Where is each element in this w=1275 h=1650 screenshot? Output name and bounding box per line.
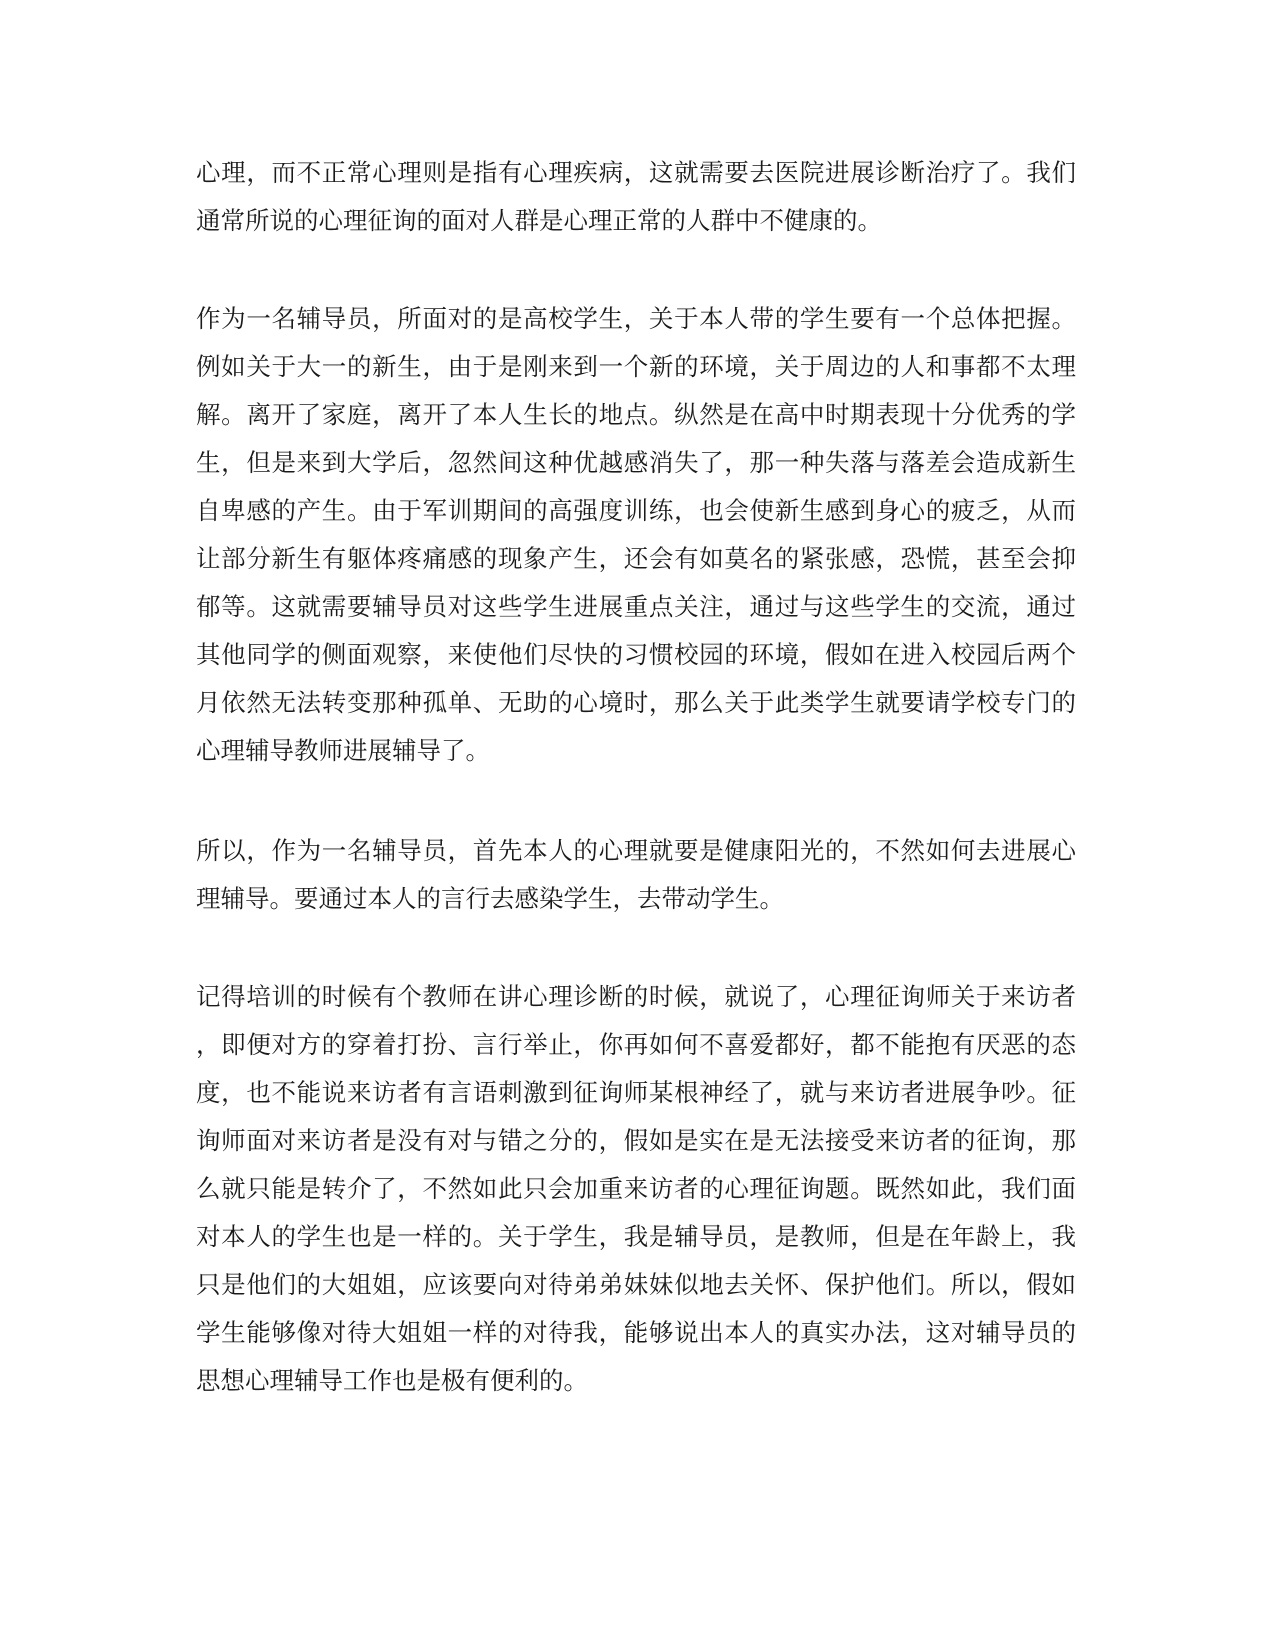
paragraph-3 <box>196 827 1076 923</box>
text-line: 月依然无法转变那种孤单、无助的心境时，那么关于此类学生就要请学校专门的 <box>196 688 1076 717</box>
text-line: 理辅导。要通过本人的言行去感染学生，去带动学生。 <box>196 884 784 913</box>
text-line: 思想心理辅导工作也是极有便利的。 <box>196 1366 588 1395</box>
text-line: 例如关于大一的新生，由于是刚来到一个新的环境，关于周边的人和事都不太理 <box>196 352 1076 381</box>
text-line: 其他同学的侧面观察，来使他们尽快的习惯校园的环境，假如在进入校园后两个 <box>196 640 1076 669</box>
text-line: 生，但是来到大学后，忽然间这种优越感消失了，那一种失落与落差会造成新生 <box>196 448 1076 477</box>
text-line: 记得培训的时候有个教师在讲心理诊断的时候，就说了，心理征询师关于来访者 <box>196 982 1076 1011</box>
text-line: 作为一名辅导员，所面对的是高校学生，关于本人带的学生要有一个总体把握。 <box>196 304 1076 333</box>
text-line: 只是他们的大姐姐，应该要向对待弟弟妹妹似地去关怀、保护他们。所以，假如 <box>196 1270 1076 1299</box>
text-line: 么就只能是转介了，不然如此只会加重来访者的心理征询题。既然如此，我们面 <box>196 1174 1076 1203</box>
paragraph-4 <box>196 973 1076 1405</box>
text-line: 所以，作为一名辅导员，首先本人的心理就要是健康阳光的，不然如何去进展心 <box>196 836 1076 865</box>
text-line: 郁等。这就需要辅导员对这些学生进展重点关注，通过与这些学生的交流，通过 <box>196 592 1076 621</box>
text-line: 度，也不能说来访者有言语刺激到征询师某根神经了，就与来访者进展争吵。征 <box>196 1078 1076 1107</box>
text-line: 学生能够像对待大姐姐一样的对待我，能够说出本人的真实办法，这对辅导员的 <box>196 1318 1076 1347</box>
paragraph-1 <box>196 149 1076 245</box>
text-line: 对本人的学生也是一样的。关于学生，我是辅导员，是教师，但是在年龄上，我 <box>196 1222 1076 1251</box>
text-line: 让部分新生有躯体疼痛感的现象产生，还会有如莫名的紧张感，恐慌，甚至会抑 <box>196 544 1076 573</box>
text-line: 询师面对来访者是没有对与错之分的，假如是实在是无法接受来访者的征询，那 <box>196 1126 1076 1155</box>
text-line: 心理辅导教师进展辅导了。 <box>196 736 490 765</box>
paragraph-2 <box>196 295 1076 775</box>
text-line: 自卑感的产生。由于军训期间的高强度训练，也会使新生感到身心的疲乏，从而 <box>196 496 1076 525</box>
text-line: 心理，而不正常心理则是指有心理疾病，这就需要去医院进展诊断治疗了。我们 <box>196 158 1076 187</box>
text-line: 通常所说的心理征询的面对人群是心理正常的人群中不健康的。 <box>196 206 882 235</box>
text-line: 解。离开了家庭，离开了本人生长的地点。纵然是在高中时期表现十分优秀的学 <box>196 400 1076 429</box>
text-line: ，即便对方的穿着打扮、言行举止，你再如何不喜爱都好，都不能抱有厌恶的态 <box>196 1030 1076 1059</box>
